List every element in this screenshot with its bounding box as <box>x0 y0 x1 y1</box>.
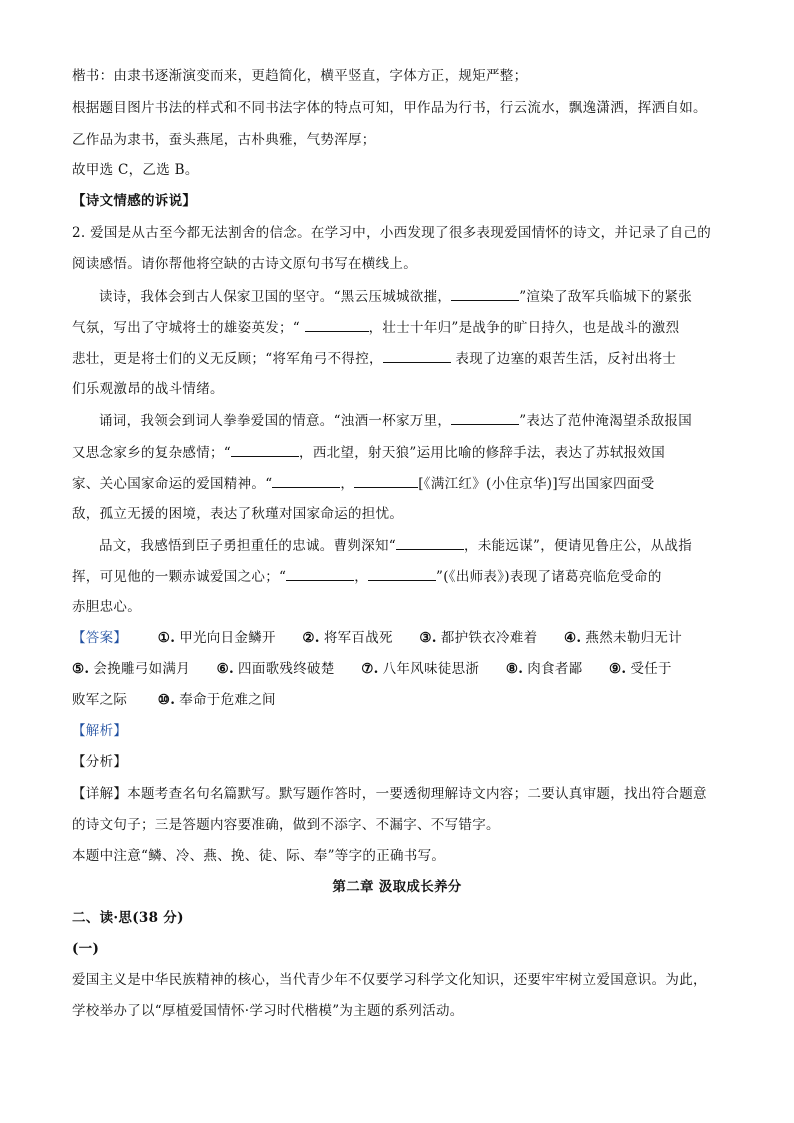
answer-blank <box>286 566 354 581</box>
answer-blank <box>383 348 451 363</box>
poem-paragraph-line: 读诗，我体会到古人保家卫国的坚守。“黑云压城城欲摧， ”渲染了敌军兵临城下的紧张 <box>99 286 692 307</box>
answer-label: 【答案】 <box>72 630 128 646</box>
answer-item: ⑨. 受任于 <box>609 661 672 677</box>
ci-paragraph-line: 家、关心国家命运的爱国精神。“ ， [《满江红》(小住京华)]写出国家四面受 <box>72 473 655 494</box>
chapter-title: 第二章 汲取成长养分 <box>332 879 462 895</box>
answer-item: ⑦. 八年风味徒思浙 <box>361 661 480 677</box>
question-2-line: 阅读感悟。请你帮他将空缺的古诗文原句书写在横线上。 <box>72 256 417 272</box>
answer-item: ⑩. 奉命于危难之间 <box>157 692 276 708</box>
text-line: 爱国主义是中华民族精神的核心，当代青少年不仅要学习科学文化知识，还要牢牢树立爱国意识。为此， <box>72 972 707 988</box>
answer-item: ①. 甲光向日金鳞开 <box>157 630 276 646</box>
detail-line: 【详解】本题考查名句名篇默写。默写题作答时，一要透彻理解诗文内容；二要认真审题，找出符合题意 <box>72 786 707 802</box>
wen-paragraph-line: 赤胆忠心。 <box>72 599 141 615</box>
note-line: 本题中注意“鳞、冷、燕、挽、徒、际、奉”等字的正确书写。 <box>72 848 446 864</box>
wen-paragraph-line: 挥，可见他的一颗赤诚爱国之心；“ ， ”(《出师表》)表现了诸葛亮临危受命的 <box>72 566 662 587</box>
answer-blank <box>451 286 519 301</box>
text-line: 根据题目图片书法的样式和不同书法字体的特点可知，甲作品为行书，行云流水，飘逸潇洒，挥洒自如。 <box>72 100 707 116</box>
answer-line <box>72 659 672 679</box>
text-line: 乙作品为隶书，蚕头燕尾，古朴典雅，气势浑厚； <box>72 132 376 148</box>
answer-blank <box>451 410 519 425</box>
ci-paragraph-line: 敌，孤立无援的困境，表达了秋瑾对国家命运的担忧。 <box>72 506 404 522</box>
answer-line: 败军之际 ⑩. 奉命于危难之间 <box>72 692 276 708</box>
sub-heading: (一) <box>72 941 100 957</box>
answer-item: ⑤. 会挽雕弓如满月 <box>72 661 191 677</box>
ci-paragraph-line: 诵词，我领会到词人拳拳爱国的情意。“浊酒一杯家万里， ”表达了范仲淹渴望杀敌报国 <box>99 410 692 431</box>
analysis-label: 【解析】 <box>72 723 128 739</box>
poem-paragraph-line: 悲壮，更是将士们的义无反顾；“将军角弓不得控， 表现了边塞的艰苦生活，反衬出将士 <box>72 348 676 369</box>
part-heading: 二、读·思(38 分) <box>72 910 184 926</box>
answer-blank <box>231 442 299 457</box>
poem-paragraph-line: 们乐观激昂的战斗情绪。 <box>72 381 224 397</box>
answer-item: ⑧. 肉食者鄙 <box>505 661 583 677</box>
text-line: 学校举办了以“厚植爱国情怀·学习时代楷模”为主题的系列活动。 <box>72 1003 464 1019</box>
section-title: 【诗文情感的诉说】 <box>72 193 197 209</box>
poem-paragraph-line: 气氛，写出了守城将士的雄姿英发；“ ，壮士十年归”是战争的旷日持久，也是战斗的激烈 <box>72 317 679 338</box>
fenxi-label: 【分析】 <box>72 754 128 770</box>
answer-item: ④. 燕然未勒归无计 <box>564 630 683 646</box>
text-line: 楷书：由隶书逐渐演变而来，更趋简化，横平竖直，字体方正，规矩严整； <box>72 68 528 84</box>
answer-item: ③. 都护铁衣冷难着 <box>419 630 538 646</box>
answer-blank <box>396 535 464 550</box>
wen-paragraph-line: 品文，我感悟到臣子勇担重任的忠诚。曹刿深知“ ，未能远谋”，便请见鲁庄公，从战指 <box>99 535 692 556</box>
answer-line <box>72 628 682 648</box>
ci-paragraph-line: 又思念家乡的复杂感情；“ ，西北望，射天狼”运用比喻的修辞手法，表达了苏轼报效国 <box>72 442 665 463</box>
text-line: 故甲选 C，乙选 B。 <box>72 162 199 178</box>
answer-item: ⑥. 四面歌残终破楚 <box>216 661 335 677</box>
answer-blank <box>354 473 418 488</box>
answer-blank <box>272 473 340 488</box>
question-2-line: 2. 爱国是从古至今都无法割舍的信念。在学习中，小西发现了很多表现爱国情怀的诗文，并记录了自己的 <box>72 225 712 241</box>
answer-blank <box>305 317 369 332</box>
detail-line: 的诗文句子；三是答题内容要准确，做到不添字、不漏字、不写错字。 <box>72 817 500 833</box>
answer-item: ②. 将军百战死 <box>302 630 393 646</box>
answer-blank <box>368 566 436 581</box>
